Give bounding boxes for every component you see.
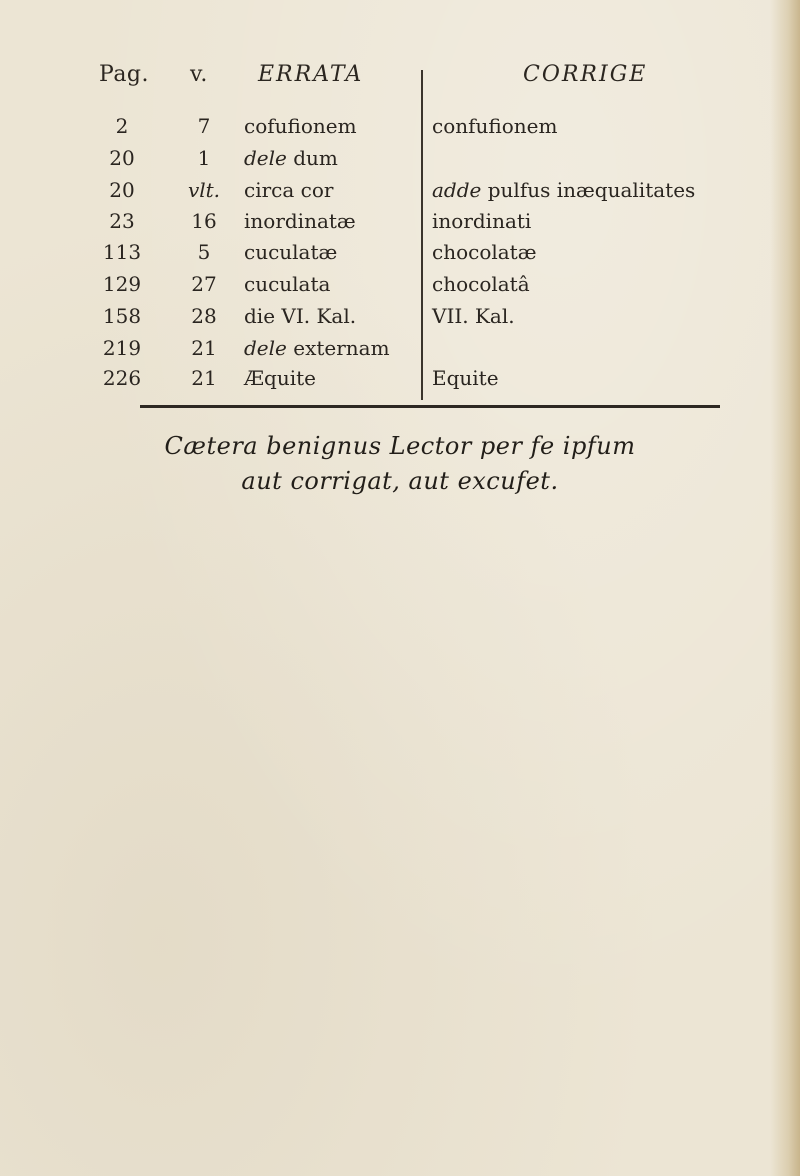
errata-text: Æquite (244, 366, 316, 390)
row-page: 20 (109, 146, 135, 170)
row-errata (244, 240, 337, 264)
header-v: v. (190, 62, 208, 87)
row-errata (244, 272, 330, 296)
row-corrige (432, 366, 499, 390)
closing-note-line-1: Cætera benignus Lector per fe ipfum (164, 432, 636, 460)
row-line: 21 (191, 366, 217, 390)
row-page: 158 (102, 304, 142, 328)
errata-text: circa cor (244, 178, 334, 202)
row-line: 21 (191, 336, 217, 360)
row-corrige (432, 114, 557, 138)
row-errata (244, 209, 356, 233)
errata-text: cuculata (244, 272, 331, 296)
errata-text: cuculatæ (244, 240, 338, 264)
corrige-text: confufionem (432, 114, 558, 138)
row-page: 226 (102, 366, 142, 390)
row-errata (244, 114, 357, 138)
row-line: 7 (197, 114, 211, 138)
row-line: 1 (197, 146, 211, 170)
errata-instruction: dele (244, 146, 287, 170)
corrige-instruction: adde (432, 178, 482, 202)
row-errata (244, 366, 316, 390)
row-errata (244, 178, 333, 202)
row-page: 113 (102, 240, 142, 264)
page-edge-stain (770, 0, 800, 1176)
row-errata (244, 146, 338, 170)
closing-note-line-2: aut corrigat, aut excufet. (241, 467, 559, 495)
header-corrige: CORRIGE (523, 62, 648, 87)
corrige-text: chocolatâ (432, 272, 530, 296)
table-row (0, 336, 800, 366)
corrige-text: chocolatæ (432, 240, 537, 264)
row-corrige (432, 240, 537, 264)
errata-text: die VI. Kal. (244, 304, 357, 328)
errata-instruction: dele (244, 336, 287, 360)
row-line: 16 (191, 209, 217, 233)
row-page: 20 (109, 178, 135, 202)
row-line: vlt. (187, 178, 221, 202)
header-errata: ERRATA (258, 62, 364, 87)
row-line: 27 (191, 272, 217, 296)
row-errata (244, 336, 390, 360)
row-page: 219 (102, 336, 142, 360)
table-row (0, 240, 800, 270)
table-row (0, 272, 800, 302)
table-row (0, 146, 800, 176)
table-row (0, 209, 800, 239)
errata-text: externam (293, 336, 390, 360)
row-corrige (432, 178, 695, 202)
errata-text: inordinatæ (244, 209, 356, 233)
table-row (0, 178, 800, 208)
errata-text: dum (293, 146, 338, 170)
table-bottom-rule (140, 405, 720, 408)
corrige-text: pulfus inæqualitates (487, 178, 696, 202)
corrige-text: VII. Kal. (432, 304, 515, 328)
table-row (0, 304, 800, 334)
corrige-text: inordinati (432, 209, 532, 233)
header-pag: Pag. (99, 62, 150, 87)
row-line: 5 (197, 240, 211, 264)
table-row (0, 114, 800, 144)
row-page: 23 (109, 209, 135, 233)
row-page: 2 (115, 114, 129, 138)
table-row (0, 366, 800, 396)
errata-text: cofufionem (244, 114, 357, 138)
row-page: 129 (102, 272, 142, 296)
row-errata (244, 304, 356, 328)
corrige-text: Equite (432, 366, 499, 390)
row-corrige (432, 304, 515, 328)
row-line: 28 (191, 304, 217, 328)
row-corrige (432, 209, 531, 233)
row-corrige (432, 272, 530, 296)
